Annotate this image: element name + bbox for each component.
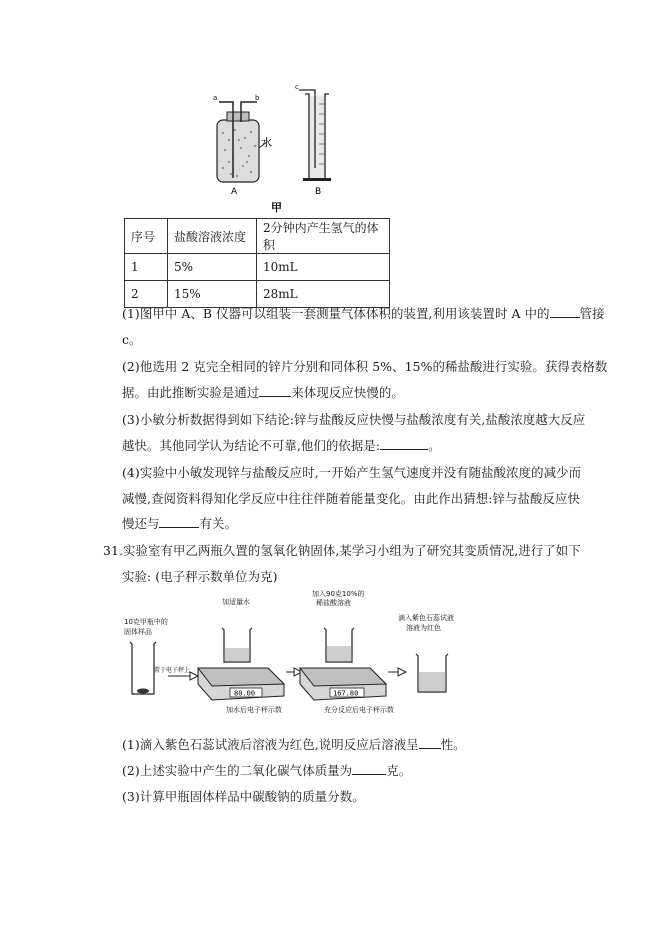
table-cell: 15% bbox=[168, 281, 257, 308]
scale-2 bbox=[300, 628, 386, 700]
gas-bottle-a bbox=[217, 102, 267, 182]
label-water: 水 bbox=[261, 136, 272, 149]
answer-blank bbox=[419, 736, 441, 749]
acid-label-1: 加入90克10%的 bbox=[312, 590, 365, 598]
acid-label-2: 稀盐酸溶液 bbox=[316, 599, 351, 607]
arrow-3 bbox=[388, 668, 406, 676]
q31-p3: (3)计算甲瓶固体样品中碳酸钠的质量分数。 bbox=[122, 789, 365, 804]
experiment-figure bbox=[118, 588, 468, 718]
sample-label-1: 10克甲瓶中的 bbox=[124, 618, 168, 626]
answer-blank bbox=[352, 762, 386, 775]
q30-p3-line2: 越快。其他同学认为结论不可靠,他们的依据是: 。 bbox=[122, 438, 441, 453]
data-table bbox=[124, 218, 390, 308]
table-cell: 10mL bbox=[257, 254, 390, 281]
sample-label-2: 固体样品 bbox=[124, 628, 152, 636]
label-b: b bbox=[255, 94, 260, 102]
q31-p2: (2)上述实验中产生的二氧化碳气体质量为 克。 bbox=[122, 763, 412, 778]
apparatus-figure bbox=[205, 78, 355, 218]
label-A: A bbox=[231, 187, 238, 197]
scale-1-reading: 80.00 bbox=[234, 689, 256, 698]
table-cell: 28mL bbox=[257, 281, 390, 308]
water-label: 加适量水 bbox=[222, 598, 250, 606]
table-header-cell: 盐酸溶液浓度 bbox=[168, 219, 257, 254]
caption-2: 充分反应后电子秤示数 bbox=[324, 706, 394, 714]
answer-blank bbox=[550, 305, 580, 318]
table-row bbox=[125, 254, 390, 281]
result-beaker bbox=[416, 654, 448, 692]
q30-p2-line1: (2)他选用 2 克完全相同的锌片分别和同体积 5%、15%的稀盐酸进行实验。获得表格数 bbox=[122, 359, 608, 374]
q30-p4-line1: (4)实验中小敏发现锌与盐酸反应时,一开始产生氢气速度并没有随盐酸浓度的减少而 bbox=[122, 465, 582, 480]
q31-intro-line2: 实验: (电子秤示数单位为克) bbox=[122, 569, 278, 584]
q30-p1-line2: c。 bbox=[122, 332, 142, 347]
answer-blank bbox=[159, 515, 199, 528]
answer-blank bbox=[259, 384, 291, 397]
table-header-cell: 序号 bbox=[125, 219, 168, 254]
graduated-cylinder-b bbox=[299, 90, 331, 181]
q30-p3-line1: (3)小敏分析数据得到如下结论:锌与盐酸反应快慢与盐酸浓度有关,盐酸浓度越大反应 bbox=[122, 412, 586, 427]
table-cell: 5% bbox=[168, 254, 257, 281]
scale-2-reading: 167.80 bbox=[333, 689, 359, 698]
table-cell: 2 bbox=[125, 281, 168, 308]
q31-p1: (1)滴入紫色石蕊试液后溶液为红色,说明反应后溶液呈 性。 bbox=[122, 737, 466, 752]
sample-beaker bbox=[130, 642, 156, 694]
table-header-row bbox=[125, 219, 390, 254]
q31-intro-line1: 31.实验室有甲乙两瓶久置的氢氧化钠固体,某学习小组为了研究其变质情况,进行了如下 bbox=[103, 543, 581, 558]
place-label: 置于电子秤上 bbox=[154, 667, 191, 674]
label-a: a bbox=[213, 94, 218, 102]
label-B: B bbox=[315, 187, 322, 197]
label-c: c bbox=[295, 83, 299, 91]
caption-1: 加水后电子秤示数 bbox=[226, 706, 282, 714]
figure-caption: 甲 bbox=[271, 201, 282, 214]
q30-p4-line3: 慢还与 有关。 bbox=[122, 516, 237, 531]
scale-1 bbox=[198, 628, 284, 700]
q30-p2-line2: 据。由此推断实验是通过 来体现反应快慢的。 bbox=[122, 385, 404, 400]
q30-p4-line2: 减慢,查阅资料得知化学反应中往往伴随着能量变化。由此作出猜想:锌与盐酸反应快 bbox=[122, 491, 580, 506]
litmus-label-2: 溶液为红色 bbox=[406, 624, 441, 632]
table-header-cell: 2分钟内产生氢气的体积 bbox=[257, 219, 390, 254]
answer-blank bbox=[380, 437, 428, 450]
table-cell: 1 bbox=[125, 254, 168, 281]
litmus-label-1: 滴入紫色石蕊试液 bbox=[398, 614, 454, 622]
q30-p1-line1: (1)图甲中 A、B 仪器可以组装一套测量气体体积的装置,利用该装置时 A 中的 管接 bbox=[122, 306, 605, 321]
